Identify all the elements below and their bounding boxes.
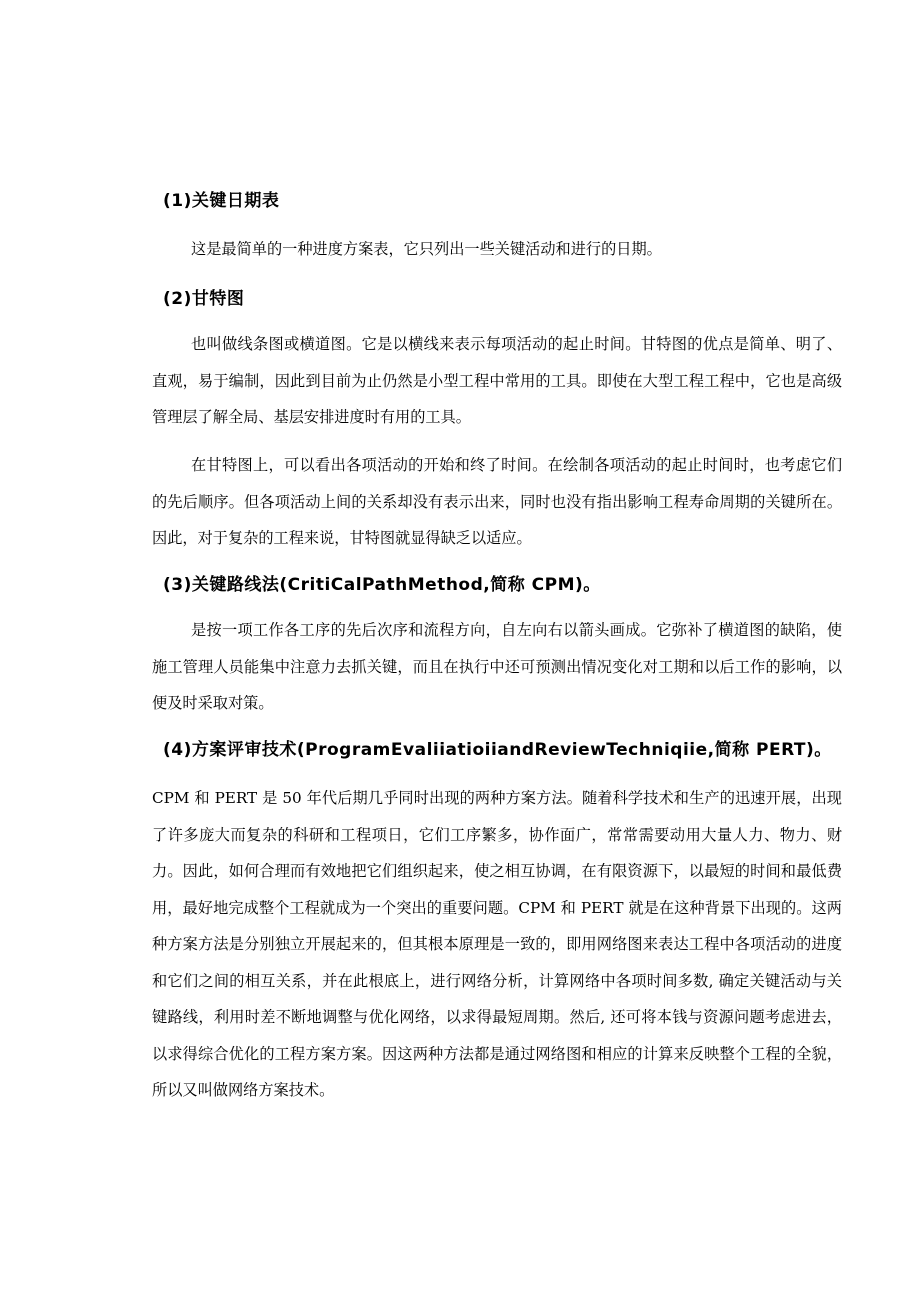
section-heading-cpm: (3)关键路线法(CritiCalPathMethod,简称 CPM)。: [163, 575, 601, 595]
paragraph-gantt-2: 在甘特图上，可以看出各项活动的开始和终了时间。在绘制各项活动的起止时间时，也考虑它们的先后顺序。但各项活动上间的关系却没有表示出来，同时也没有指出影响工程寿命周期的关键所在。因此，对于复杂的工程来说，甘特图就显得缺乏以适应。: [152, 456, 842, 547]
paragraph-key-dates: 这是最简单的一种进度方案表，它只列出一些关键活动和进行的日期。: [191, 240, 662, 258]
paragraph-gantt-1: 也叫做线条图或横道图。它是以横线来表示每项活动的起止时间。甘特图的优点是简单、明了、直观，易于编制，因此到目前为止仍然是小型工程中常用的工具。即使在大型工程工程中，它也是高级管理层了解全局、基层安排进度时有用的工具。: [152, 335, 842, 426]
paragraph-pert: CPM 和 PERT 是 50 年代后期几乎同时出现的两种方案方法。随着科学技术和生产的迅速开展，出现了许多庞大而复杂的科研和工程项日，它们工序繁多，协作面广，常常需要动用大量人力、物力、财力。因此，如何合理而有效地把它们组织起来，使之相互协调，在有限资源下，以最短的时间和最低费用，最好地完成整个工程就成为一个突出的重要问题。CPM 和 PERT 就是在这种背景下出现的。这两种方案方法是分别独立开展起来的，但其根本原理是一致的，即用网络图来表达工程中各项活动的进度和它们之间的相互关系，并在此根底上，进行网络分析，计算网络中各项时间多数, 确定关键活动与关键路线，利用时差不断地调整与优化网络，以求得最短周期。然后, 还可将本钱与资源问题考虑进去，以求得综合优化的工程方案方案。因这两种方法都是通过网络图和相应的计算来反映整个工程的全貌，所以又叫做网络方案技术。: [152, 789, 842, 1099]
section-heading-pert: (4)方案评审技术(ProgramEvaliiatioiiandReviewTechniqiie,简称 PERT)。: [163, 740, 832, 760]
section-heading-key-dates: (1)关键日期表: [163, 191, 280, 211]
paragraph-cpm: 是按一项工作各工序的先后次序和流程方向，自左向右以箭头画成。它弥补了横道图的缺陷，使施工管理人员能集中注意力去抓关键，而且在执行中还可预测出情况变化对工期和以后工作的影响，以便及时采取对策。: [152, 621, 842, 712]
section-heading-gantt: (2)甘特图: [163, 289, 245, 309]
